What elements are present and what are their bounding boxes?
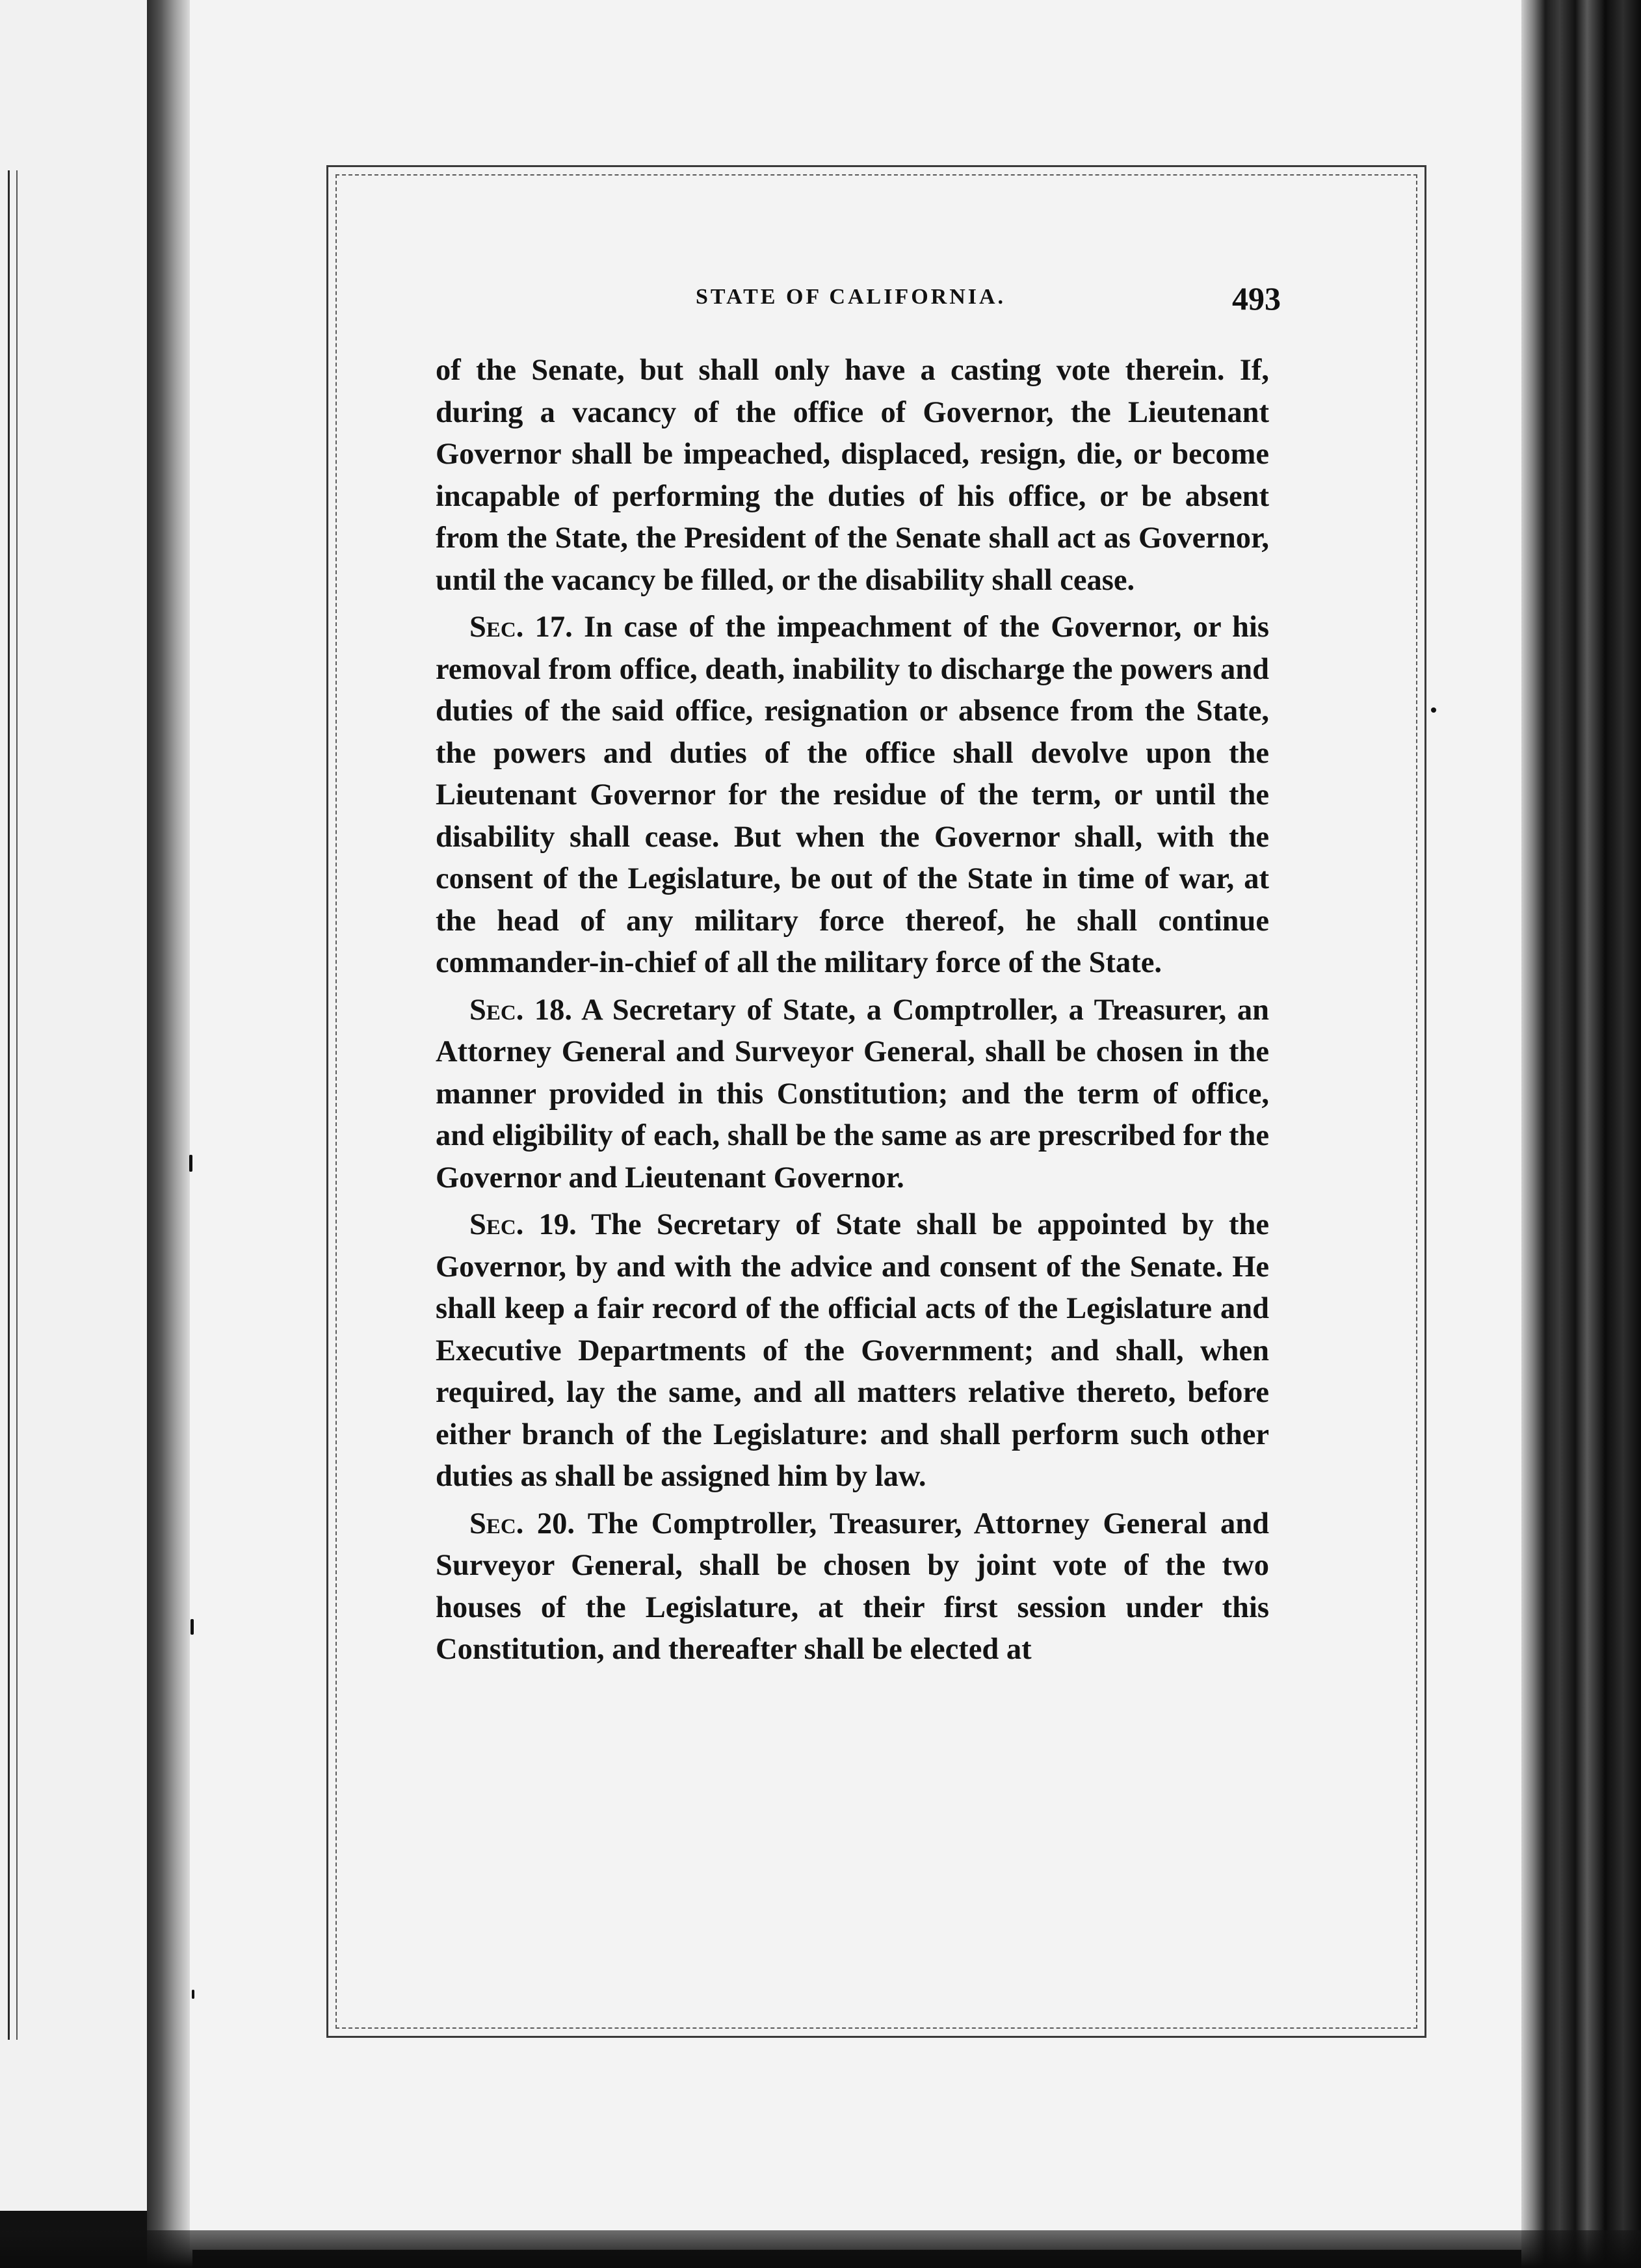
section-label: Sec. 20.	[469, 1507, 575, 1540]
book-gutter-shadow	[147, 0, 192, 2268]
paragraph-text: The Secretary of State shall be appointed by the Governor, by and with the advice and consent of the Senate. He shall keep a fair record of the official acts of the Legislature and Executive Departments of the Government; and shall, when required, lay the same, and all matters relative thereto, before either branch of the Legislature: and shall perform such other duties as shall be assigned him by law.	[436, 1208, 1269, 1493]
paragraph-text: of the Senate, but shall only have a casting vote therein. If, during a vacancy of the office of Governor, the Lieutenant Governor shall be impeached, displaced, resign, die, or become incapable of performing the duties of his office, or be absent from the State, the President of the Senate shall act as Governor, until the vacancy be filled, or the disability shall cease.	[436, 354, 1269, 597]
section-label: Sec. 18.	[469, 993, 573, 1027]
running-head: STATE OF CALIFORNIA.	[696, 285, 1006, 309]
body-text	[436, 350, 1269, 1671]
page-number: 493	[1232, 280, 1281, 317]
paragraph-text: The Comptroller, Treasurer, Attorney General and Surveyor General, shall be chosen by joint vote of the two houses of the Legislature, at their first session under this Constitution, and thereafter shall be elected at	[436, 1507, 1269, 1666]
paragraph-text: A Secretary of State, a Comptroller, a Treasurer, an Attorney General and Surveyor General, shall be chosen in the manner provided in this Constitution; and the term of office, and eligibility of each, shall be the same as are prescribed for the Governor and Lieutenant Governor.	[436, 993, 1269, 1194]
ink-speck	[192, 1990, 194, 1999]
left-page-border	[8, 170, 18, 2040]
section-label: Sec. 17.	[469, 611, 573, 644]
section-19	[436, 1204, 1269, 1498]
page-header	[436, 280, 1281, 319]
left-page-edge	[0, 0, 170, 2211]
paragraph-continued	[436, 350, 1269, 601]
book-edge	[1521, 0, 1641, 2268]
ink-speck	[189, 1155, 192, 1172]
section-17	[436, 607, 1269, 984]
paragraph-text: In case of the impeachment of the Governor, or his removal from office, death, inability to discharge the powers and duties of the said office, resignation or absence from the State, the powers and duties of the office shall devolve upon the Lieutenant Governor for the residue of the term, or until the disability shall cease. But when the Governor shall, with the consent of the Legislature, be out of the State in time of war, at the head of any military force thereof, he shall continue commander-in-chief of all the military force of the State.	[436, 611, 1269, 979]
section-18	[436, 990, 1269, 1200]
section-20	[436, 1503, 1269, 1671]
ink-speck	[190, 1619, 194, 1635]
bottom-shadow	[0, 2230, 1641, 2268]
section-label: Sec. 19.	[469, 1208, 577, 1241]
ink-speck	[1431, 707, 1436, 713]
